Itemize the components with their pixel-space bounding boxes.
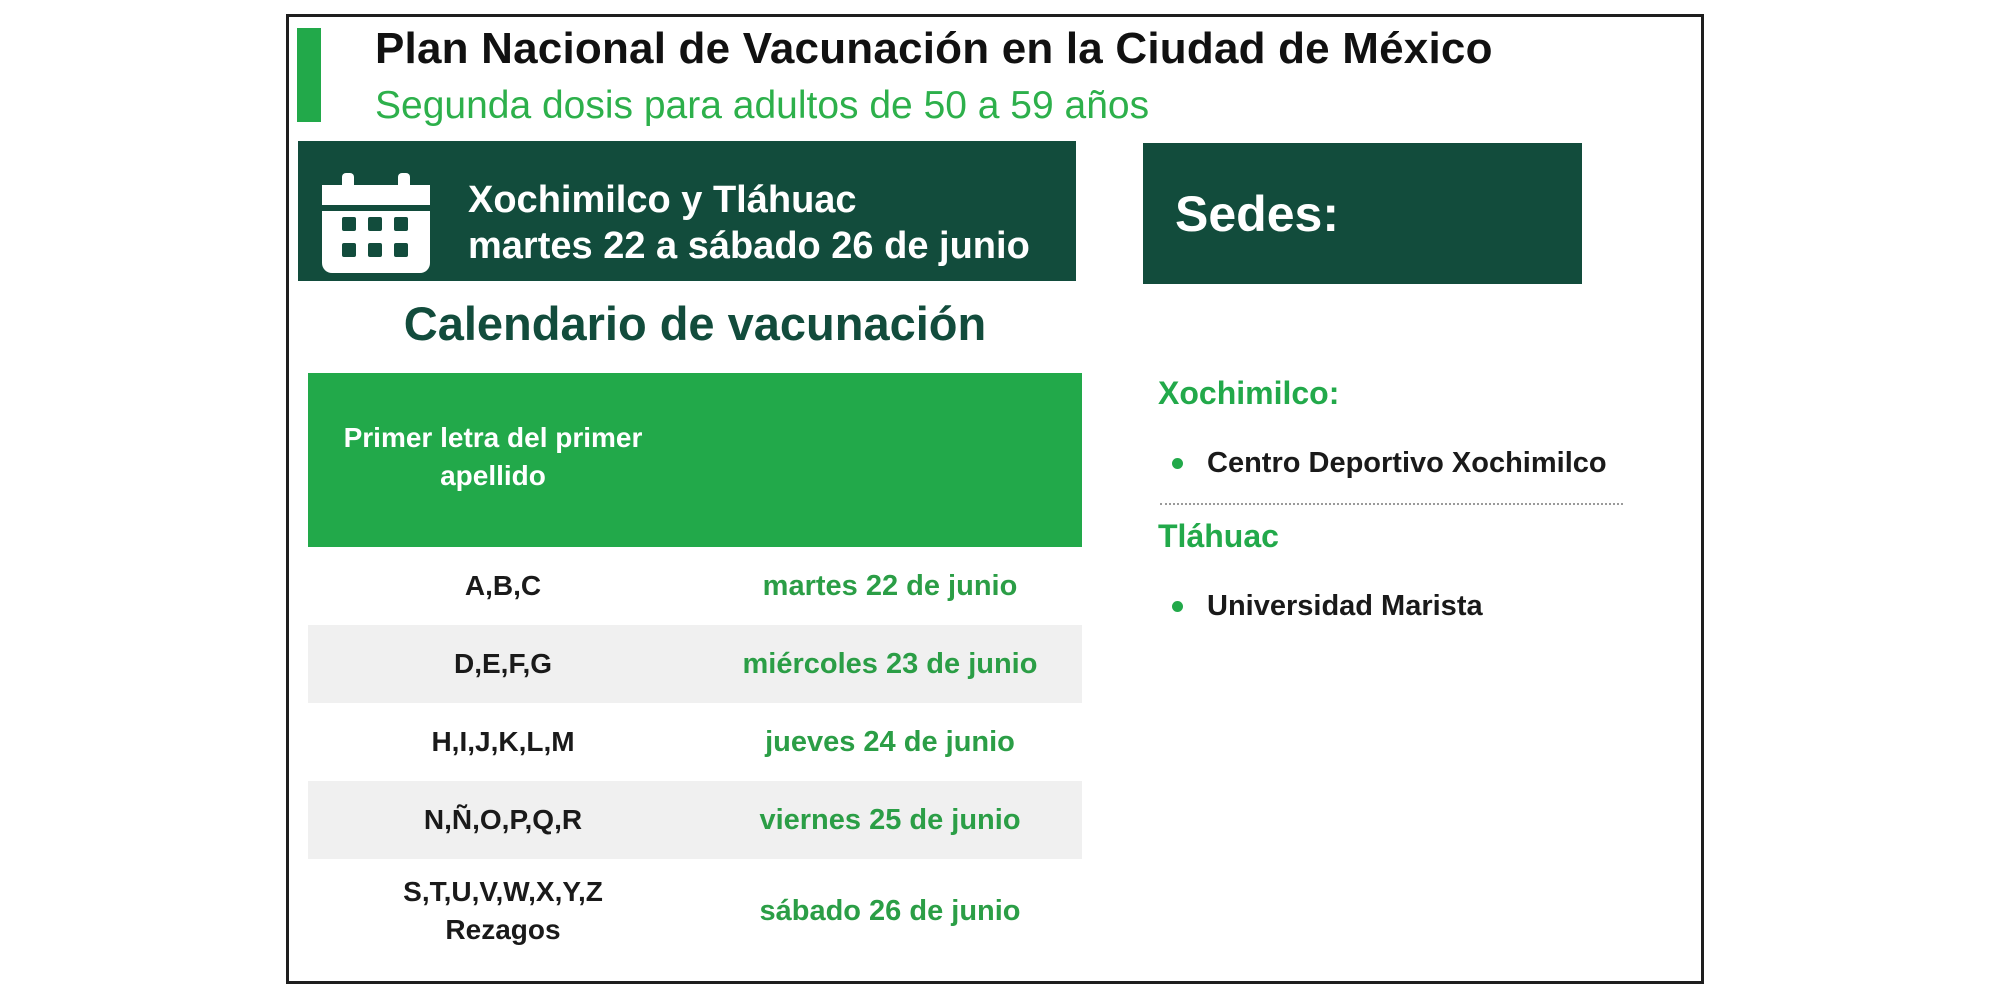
site-item (1172, 590, 1483, 623)
site-venue: Universidad Marista (1207, 590, 1483, 622)
table-row (308, 781, 1082, 859)
table-row (308, 703, 1082, 781)
site-heading-tlahuac: Tláhuac (1158, 518, 1279, 554)
sedes-box (1143, 143, 1582, 284)
bullet-icon (1172, 601, 1183, 612)
letters-cell: A,B,C (464, 570, 542, 601)
letters-text: S,T,U,V,W,X,Y,Z (403, 876, 603, 907)
banner-dates: martes 22 a sábado 26 de junio (468, 225, 1030, 267)
date-banner (298, 141, 1076, 281)
letters-cell: D,E,F,G (453, 648, 552, 679)
table-row (308, 625, 1082, 703)
bullet-icon (1172, 458, 1183, 469)
date-cell: miércoles 23 de junio (742, 647, 1038, 680)
letters-cell (308, 859, 698, 963)
title-accent-bar (297, 28, 321, 122)
site-divider (1160, 503, 1623, 505)
letters-cell: N,Ñ,O,P,Q,R (423, 804, 583, 835)
site-heading-xochimilco: Xochimilco: (1158, 375, 1340, 411)
column-header-letter: Primer letra del primer apellido (343, 422, 643, 491)
table-row (308, 859, 1082, 963)
schedule-table (308, 373, 1082, 963)
letters-cell: H,I,J,K,L,M (431, 726, 575, 757)
table-header (308, 373, 1082, 547)
table-row (308, 547, 1082, 625)
banner-location: Xochimilco y Tláhuac (468, 179, 857, 221)
page-title: Plan Nacional de Vacunación en la Ciudad de México (375, 24, 1493, 73)
calendar-icon (320, 171, 432, 275)
page-subtitle: Segunda dosis para adultos de 50 a 59 años (375, 84, 1150, 127)
date-cell: viernes 25 de junio (759, 803, 1021, 836)
sedes-label: Sedes: (1175, 186, 1339, 242)
date-cell: jueves 24 de junio (765, 725, 1015, 758)
site-venue: Centro Deportivo Xochimilco (1207, 447, 1607, 479)
date-cell: sábado 26 de junio (759, 894, 1021, 927)
calendar-heading: Calendario de vacunación (403, 297, 987, 350)
letters-extra-text: Rezagos (445, 914, 561, 945)
site-item (1172, 447, 1607, 480)
date-cell: martes 22 de junio (762, 569, 1018, 602)
